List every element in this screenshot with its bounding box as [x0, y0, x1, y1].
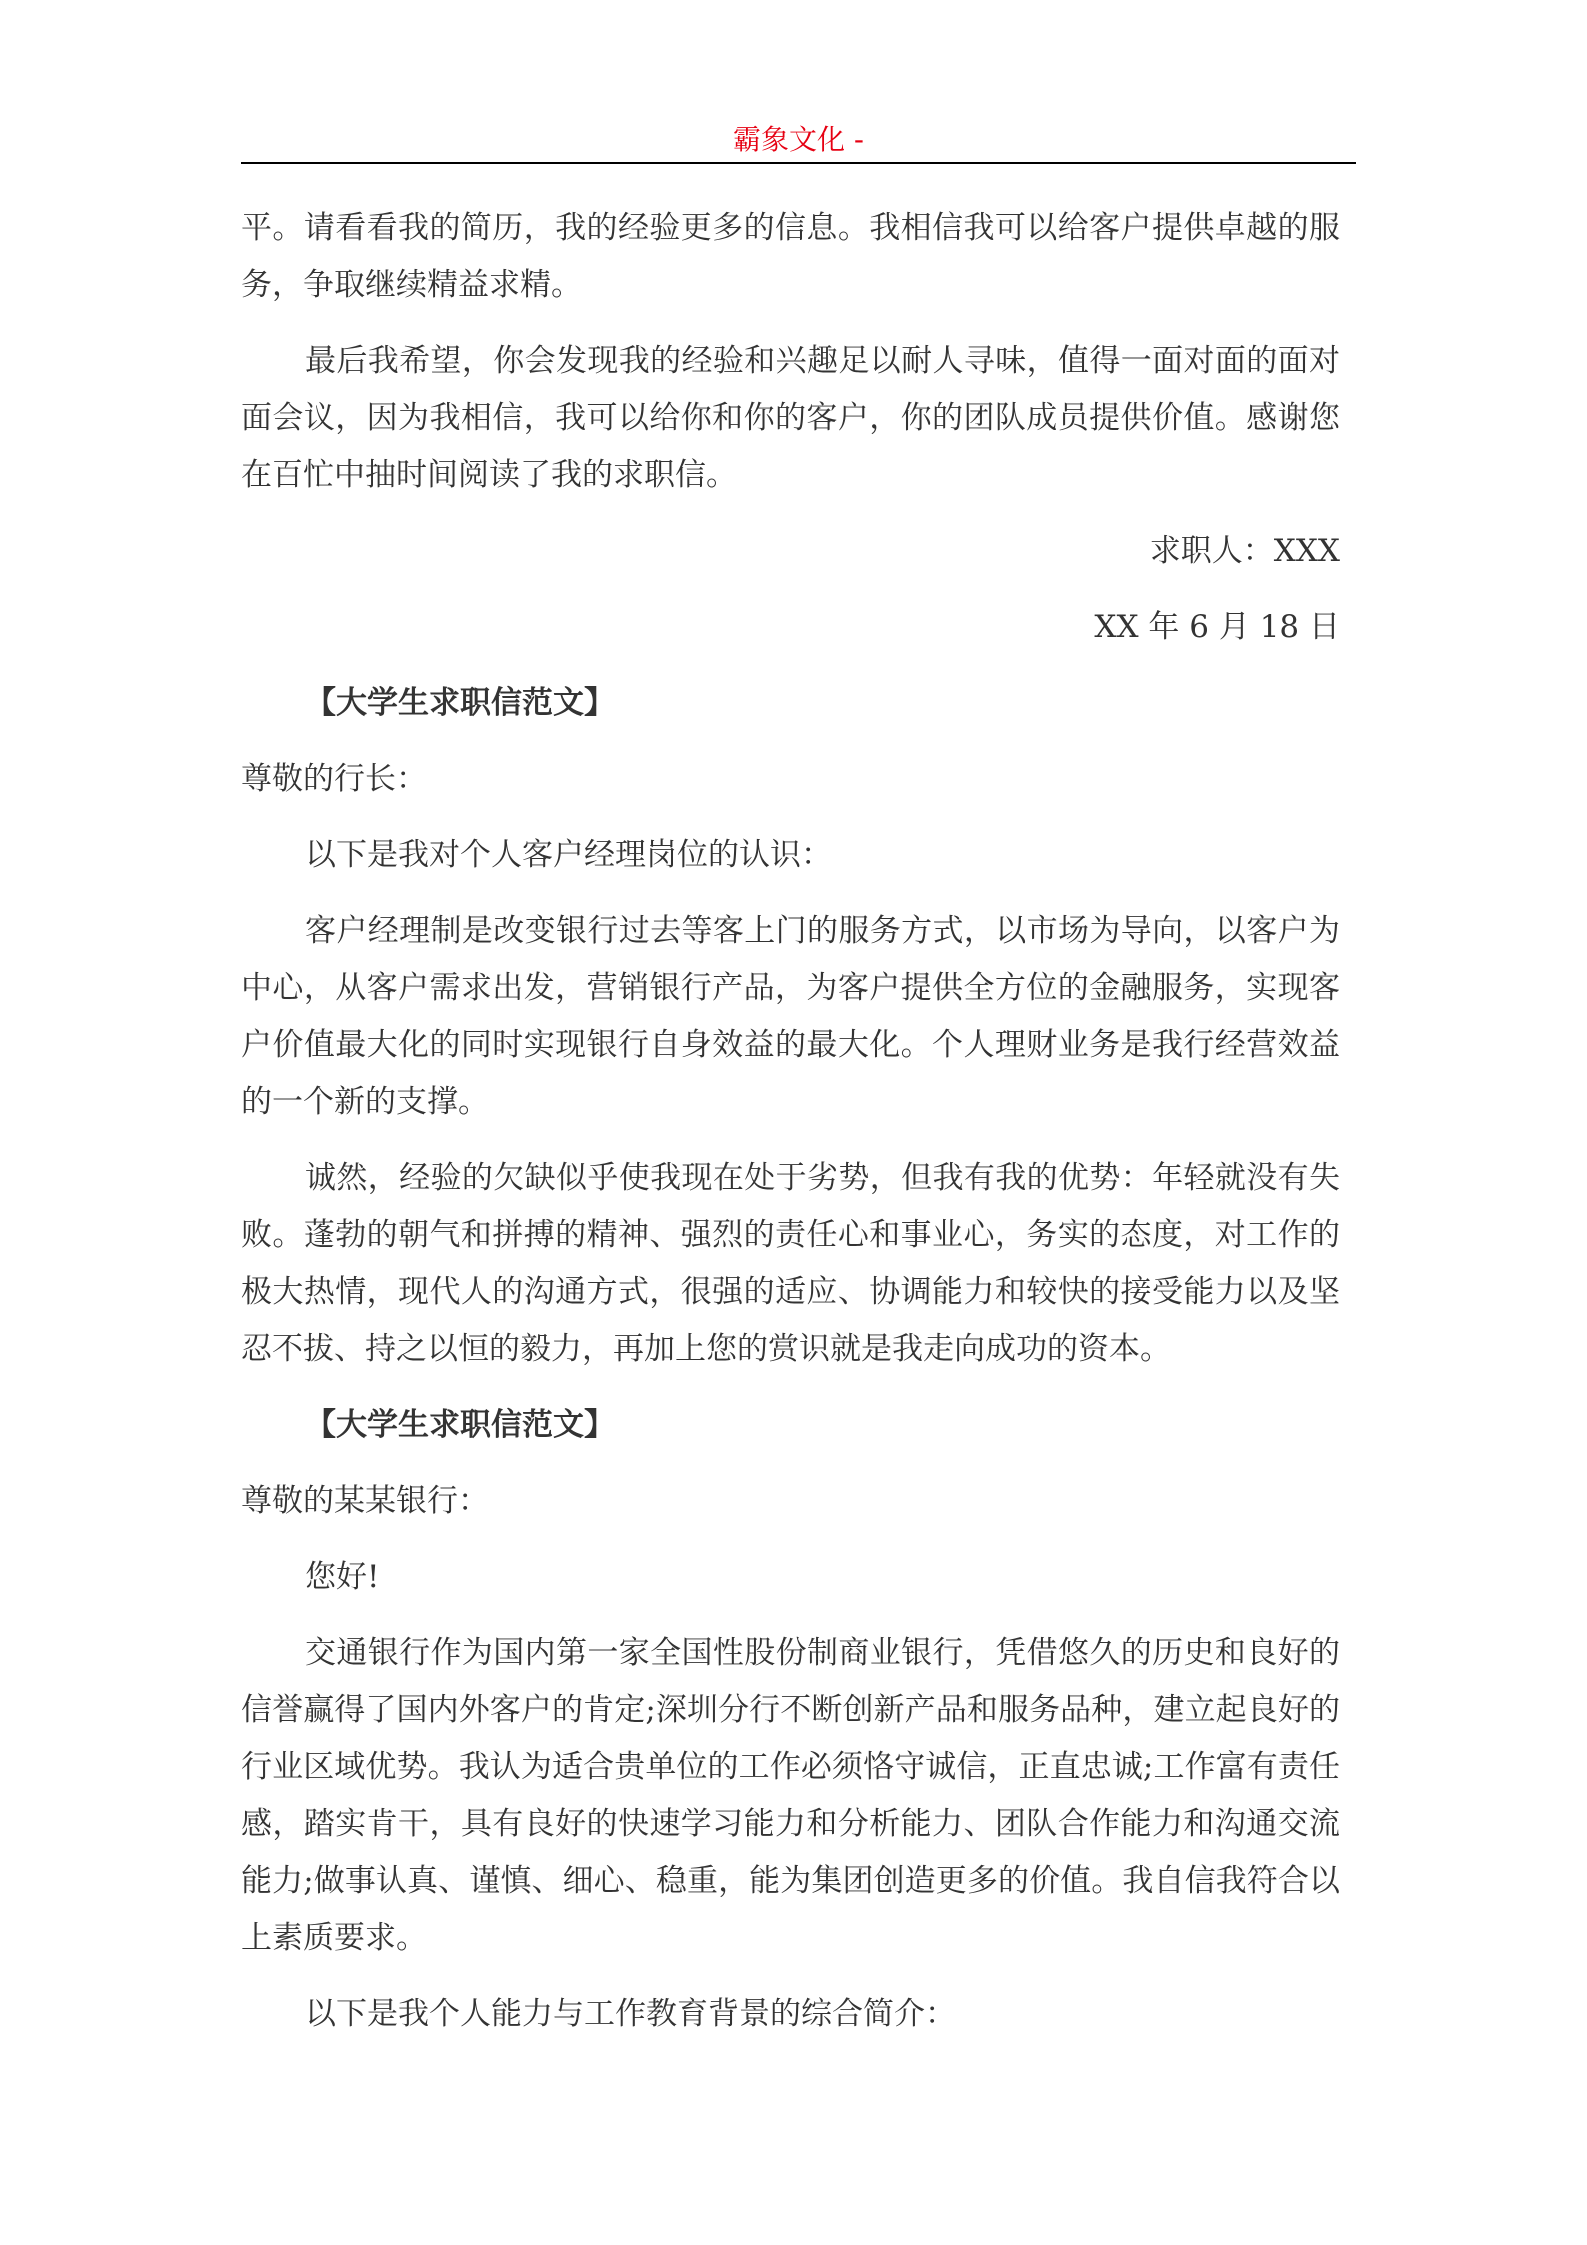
document-body	[241, 200, 1340, 2062]
paragraph-continuation: 平。请看看我的简历，我的经验更多的信息。我相信我可以给客户提供卓越的服务，争取继续精益求精。	[241, 210, 1340, 303]
section-heading: 【大学生求职信范文】	[305, 685, 615, 721]
header-title: 霸象文化 -	[732, 123, 864, 156]
signature: 求职人：XXX	[1149, 533, 1340, 569]
salutation: 尊敬的行长：	[241, 761, 427, 797]
paragraph: 以下是我个人能力与工作教育背景的综合简介：	[305, 1996, 956, 2032]
greeting: 您好!	[305, 1559, 380, 1595]
paragraph: 交通银行作为国内第一家全国性股份制商业银行，凭借悠久的历史和良好的信誉赢得了国内外客户的肯定;深圳分行不断创新产品和服务品种，建立起良好的行业区域优势。我认为适合贵单位的工作必须恪守诚信，正直忠诚;工作富有责任感，踏实肯干，具有良好的快速学习能力和分析能力、团队合作能力和沟通交流能力;做事认真、谨慎、细心、稳重，能为集团创造更多的价值。我自信我符合以上素质要求。	[241, 1635, 1340, 1956]
paragraph: 客户经理制是改变银行过去等客上门的服务方式，以市场为导向，以客户为中心，从客户需求出发，营销银行产品，为客户提供全方位的金融服务，实现客户价值最大化的同时实现银行自身效益的最大化。个人理财业务是我行经营效益的一个新的支撑。	[241, 913, 1340, 1120]
paragraph: 以下是我对个人客户经理岗位的认识：	[305, 837, 832, 873]
paragraph-closing: 最后我希望，你会发现我的经验和兴趣足以耐人寻味，值得一面对面的面对面会议，因为我相信，我可以给你和你的客户，你的团队成员提供价值。感谢您在百忙中抽时间阅读了我的求职信。	[241, 343, 1340, 493]
page-header	[241, 118, 1356, 164]
salutation: 尊敬的某某银行：	[241, 1483, 489, 1519]
section-heading: 【大学生求职信范文】	[305, 1407, 615, 1443]
date: XX 年 6 月 18 日	[1094, 609, 1340, 645]
paragraph: 诚然，经验的欠缺似乎使我现在处于劣势，但我有我的优势：年轻就没有失败。蓬勃的朝气和拼搏的精神、强烈的责任心和事业心，务实的态度，对工作的极大热情，现代人的沟通方式，很强的适应、协调能力和较快的接受能力以及坚忍不拔、持之以恒的毅力，再加上您的赏识就是我走向成功的资本。	[241, 1160, 1340, 1367]
